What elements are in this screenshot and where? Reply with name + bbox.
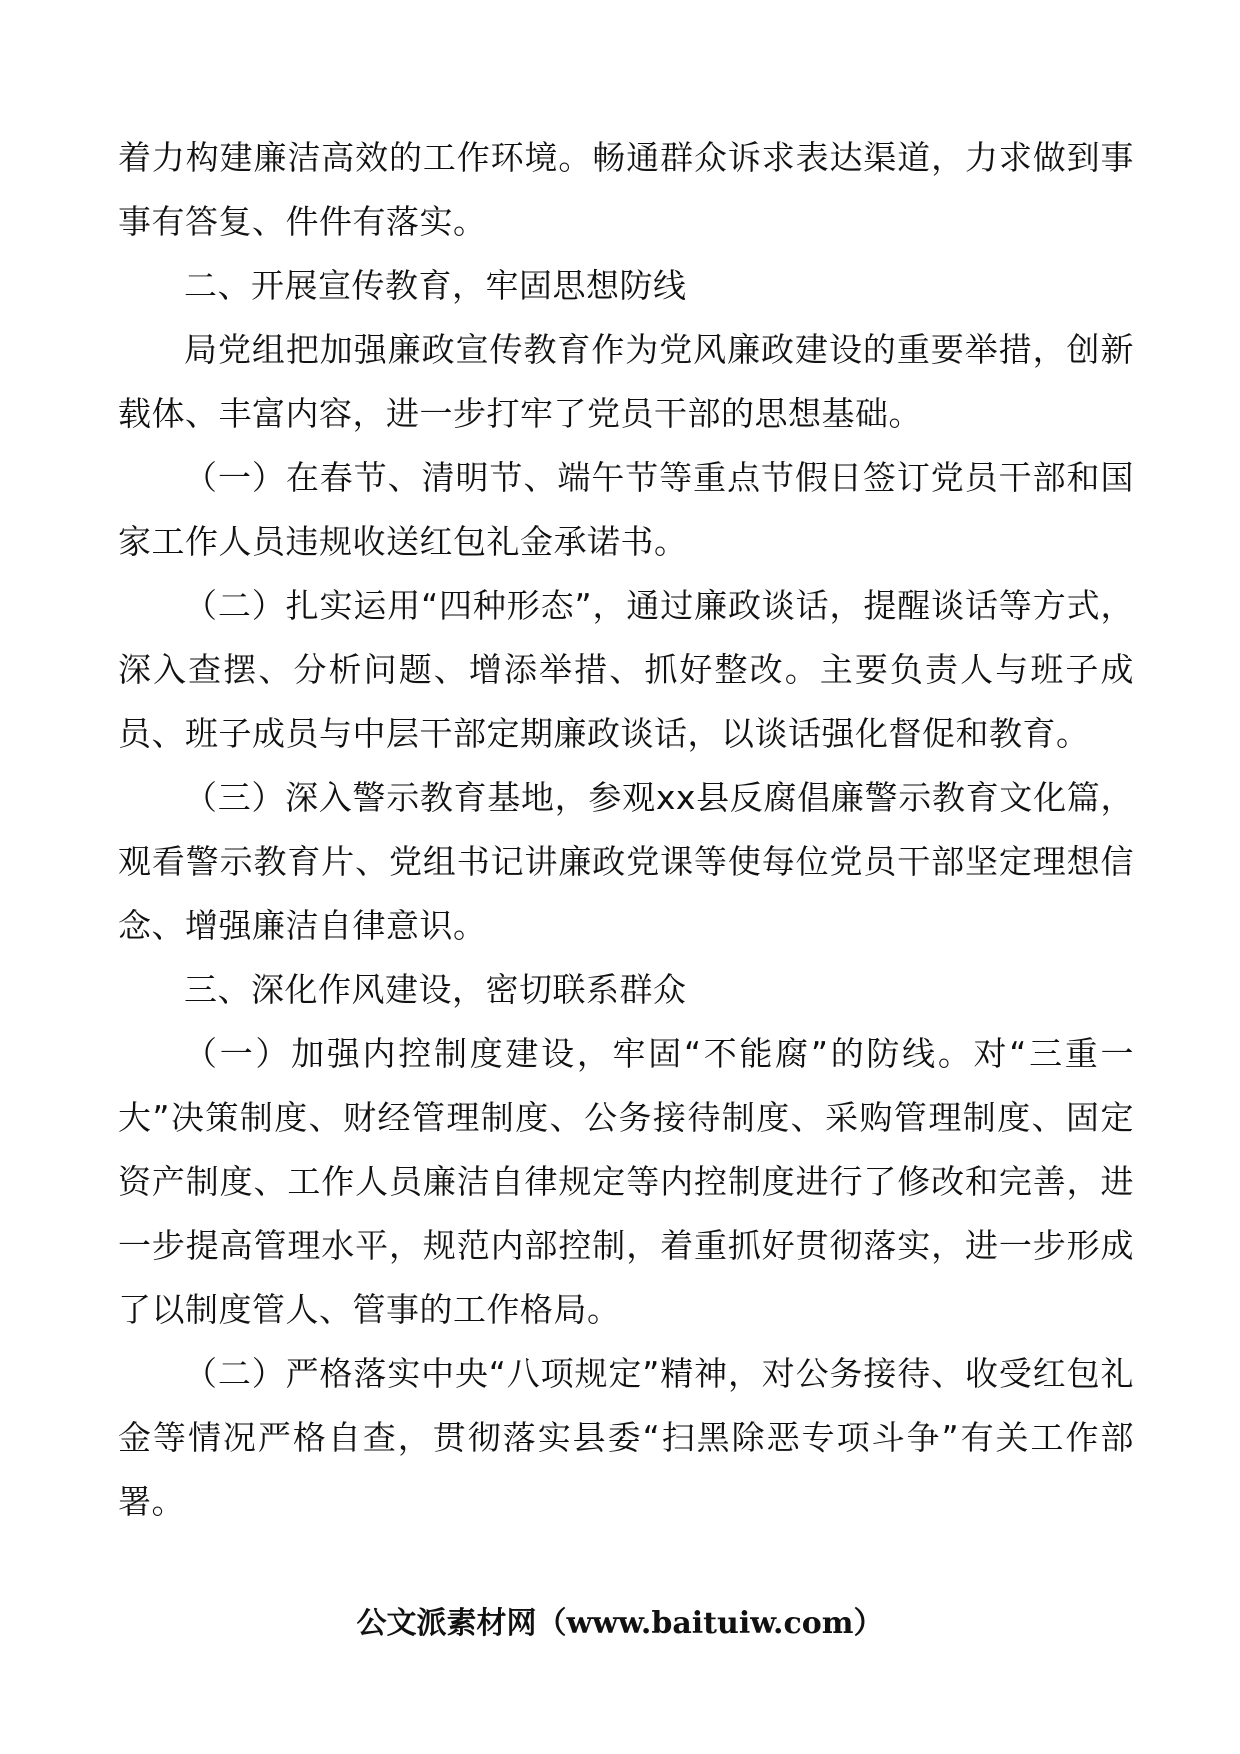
paragraph-3: 局党组把加强廉政宣传教育作为党风廉政建设的重要举措，创新载体、丰富内容，进一步打牢了党员干部的思想基础。 bbox=[118, 330, 1134, 433]
paragraph-9: （二）严格落实中央“八项规定”精神，对公务接待、收受红包礼金等情况严格自查，贯彻落实县委“扫黑除恶专项斗争”有关工作部署。 bbox=[118, 1354, 1134, 1521]
footer-watermark: 公文派素材网（www.baituiw.com） bbox=[356, 1606, 884, 1641]
paragraph-8: （一）加强内控制度建设，牢固“不能腐”的防线。对“三重一大”决策制度、财经管理制度、公务接待制度、采购管理制度、固定资产制度、工作人员廉洁自律规定等内控制度进行了修改和完善，进一步提高管理水平，规范内部控制，着重抓好贯彻落实，进一步形成了以制度管人、管事的工作格局。 bbox=[118, 1034, 1134, 1329]
paragraph-5: （二）扎实运用“四种形态”，通过廉政谈话，提醒谈话等方式，深入查摆、分析问题、增添举措、抓好整改。主要负责人与班子成员、班子成员与中层干部定期廉政谈话，以谈话强化督促和教育。 bbox=[118, 586, 1134, 753]
paragraph-6: （三）深入警示教育基地，参观xx县反腐倡廉警示教育文化篇，观看警示教育片、党组书记讲廉政党课等使每位党员干部坚定理想信念、增强廉洁自律意识。 bbox=[118, 778, 1134, 945]
document-body bbox=[118, 126, 1134, 1534]
section-heading-7: 三、深化作风建设，密切联系群众 bbox=[184, 970, 687, 1009]
paragraph-4: （一）在春节、清明节、端午节等重点节假日签订党员干部和国家工作人员违规收送红包礼金承诺书。 bbox=[118, 458, 1134, 561]
section-heading-2: 二、开展宣传教育，牢固思想防线 bbox=[184, 266, 687, 305]
paragraph-1: 着力构建廉洁高效的工作环境。畅通群众诉求表达渠道，力求做到事事有答复、件件有落实。 bbox=[118, 138, 1134, 241]
